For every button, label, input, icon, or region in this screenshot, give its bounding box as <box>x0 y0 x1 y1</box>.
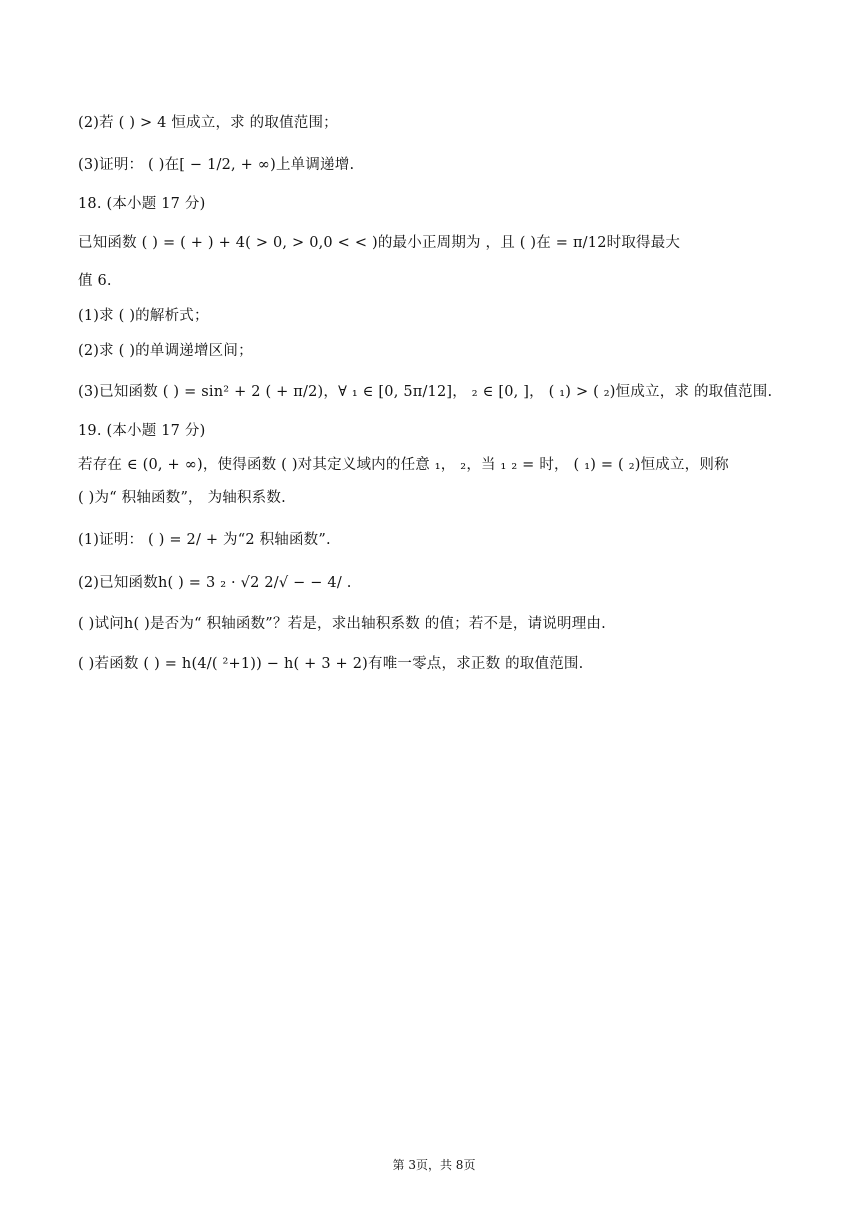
q19-part2-i: ( )试问h( )是否为“ 积轴函数”？若是，求出轴积系数 的值；若不是，请说明理由. <box>78 616 606 632</box>
q19-part1: (1)证明： ( ) = 2/ + 为“2 积轴函数”. <box>78 532 331 548</box>
q19-stem-line2: ( )为“ 积轴函数”， 为轴积系数. <box>78 490 286 506</box>
q18-stem-line2: 值 6. <box>78 273 112 289</box>
q18-part2: (2)求 ( )的单调递增区间； <box>78 343 253 359</box>
page-footer: 第 3页，共 8页 <box>392 1158 476 1172</box>
q18-part1: (1)求 ( )的解析式； <box>78 308 209 324</box>
q18-part3: (3)已知函数 ( ) = sin² + 2 ( + π/2)，∀ ₁ ∈ [0, 5π/12]， ₂ ∈ [0, ]， ( ₁) > ( ₂)恒成立，求 的取值范围. <box>78 384 773 400</box>
q19-part2: (2)已知函数h( ) = 3 ₂ · √2 2/√ − − 4/ . <box>78 575 352 591</box>
q19-stem-line1: 若存在 ∈ (0, + ∞)，使得函数 ( )对其定义域内的任意 ₁， ₂，当 ₁ ₂ = 时， ( ₁) = ( ₂)恒成立，则称 <box>78 457 729 473</box>
q18-stem-line1: 已知函数 ( ) = ( + ) + 4( > 0, > 0,0 < < )的最小正周期为 ，且 ( )在 = π/12时取得最大 <box>78 235 681 251</box>
q17-part3: (3)证明： ( )在[ − 1/2, + ∞)上单调递增. <box>78 157 355 173</box>
q19-part2-ii: ( )若函数 ( ) = h(4/( ²+1)) − h( + 3 + 2)有唯一零点，求正数 的取值范围. <box>78 656 584 672</box>
q17-part2: (2)若 ( ) > 4 恒成立，求 的取值范围； <box>78 115 338 131</box>
q19-header: 19. (本小题 17 分) <box>78 423 206 439</box>
q18-header: 18. (本小题 17 分) <box>78 196 206 212</box>
